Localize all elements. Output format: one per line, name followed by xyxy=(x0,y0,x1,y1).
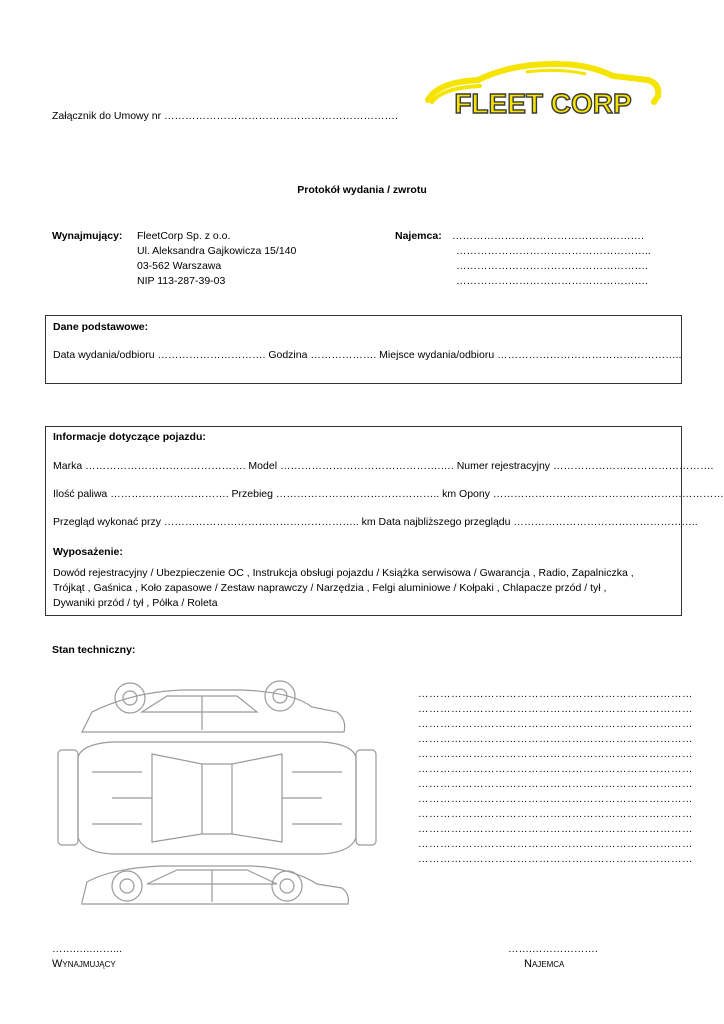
note-line-10: ………………………………………………………………… xyxy=(418,823,693,835)
lessor-nip: NIP 113-287-39-03 xyxy=(137,275,226,287)
lessee-field-1: ………………………………………………. xyxy=(452,230,644,242)
basic-heading: Dane podstawowe: xyxy=(53,321,149,333)
vehicle-line-1: Marka ………………………………………. Model ……………………………………….…. Numer rejestracyjny ………………………………………. xyxy=(53,460,714,472)
vehicle-info-box xyxy=(45,426,724,616)
vehicle-line-2: Ilość paliwa ……………………………. Przebieg ……………………………………….. km Opony ………………………………………………………… xyxy=(53,488,724,500)
technical-heading: Stan techniczny: xyxy=(52,644,136,656)
lessee-field-3: ………………………………………………. xyxy=(456,260,648,272)
basic-data-box xyxy=(45,315,682,384)
fleet-corp-logo xyxy=(418,58,668,128)
car-damage-diagram xyxy=(52,672,382,922)
note-line-5: ………………………………………………………………… xyxy=(418,748,693,760)
vehicle-heading: Informacje dotyczące pojazdu: xyxy=(53,431,206,443)
lessor-signature-label: Wynajmujący xyxy=(52,958,116,970)
note-line-6: ………………………………………………………………… xyxy=(418,763,693,775)
annex-label: Załącznik do Umowy nr …………………………………………………………. xyxy=(52,110,398,122)
lessor-street: Ul. Aleksandra Gajkowicza 15/140 xyxy=(137,245,297,257)
lessor-name: FleetCorp Sp. z o.o. xyxy=(137,230,231,242)
equipment-line-1: Dowód rejestracyjny / Ubezpieczenie OC , Instrukcja obsługi pojazdu / Książka serwisowa / Gwarancja , Radio, Zapalniczka , xyxy=(53,567,634,579)
note-line-2: ………………………………………………………………… xyxy=(418,703,693,715)
lessor-label: Wynajmujący: xyxy=(52,230,123,242)
note-line-11: ………………………………………………………………… xyxy=(418,838,693,850)
lessee-signature-line: …….………………. xyxy=(508,943,598,955)
car-side-bottom-view xyxy=(82,866,348,904)
lessor-city: 03-562 Warszawa xyxy=(137,260,222,272)
note-line-1: ………………………………………………………………… xyxy=(418,688,693,700)
note-line-3: ………………………………………………………………… xyxy=(418,718,693,730)
lessee-field-4: ………………………………………………. xyxy=(456,275,648,287)
note-line-4: ………………………………………………………………… xyxy=(418,733,693,745)
equipment-line-3: Dywaniki przód / tył , Półka / Roleta xyxy=(53,597,218,609)
note-line-9: ………………………………………………………………… xyxy=(418,808,693,820)
logo-text: FLEET CORP xyxy=(454,88,632,119)
car-side-top-view xyxy=(82,681,345,732)
page-title: Protokół wydania / zwrotu xyxy=(297,184,427,196)
vehicle-line-3: Przegląd wykonać przy ……………………………………………….. km Data najbliższego przeglądu …………………………………………….. xyxy=(53,516,698,528)
note-line-7: ………………………………………………………………… xyxy=(418,778,693,790)
note-line-12: ………………………………………………………………… xyxy=(418,853,693,865)
basic-line: Data wydania/odbioru …………………………. Godzina ………………. Miejsce wydania/odbioru …………………………………………….. xyxy=(53,349,682,361)
lessor-signature-line: …….…..……... xyxy=(52,943,123,955)
car-top-view xyxy=(58,742,376,854)
equipment-heading: Wyposażenie: xyxy=(53,546,123,558)
equipment-line-2: Trójkąt , Gaśnica , Koło zapasowe / Zestaw naprawczy / Narzędzia , Felgi aluminiowe / Kołpaki , Chlapacze przód / tył , xyxy=(53,582,607,594)
lessee-field-2: ……………………………………………….. xyxy=(456,245,651,257)
lessee-label: Najemca: xyxy=(395,230,442,242)
lessee-signature-label: Najemca xyxy=(524,958,565,970)
note-line-8: ………………………………………………………………… xyxy=(418,793,693,805)
